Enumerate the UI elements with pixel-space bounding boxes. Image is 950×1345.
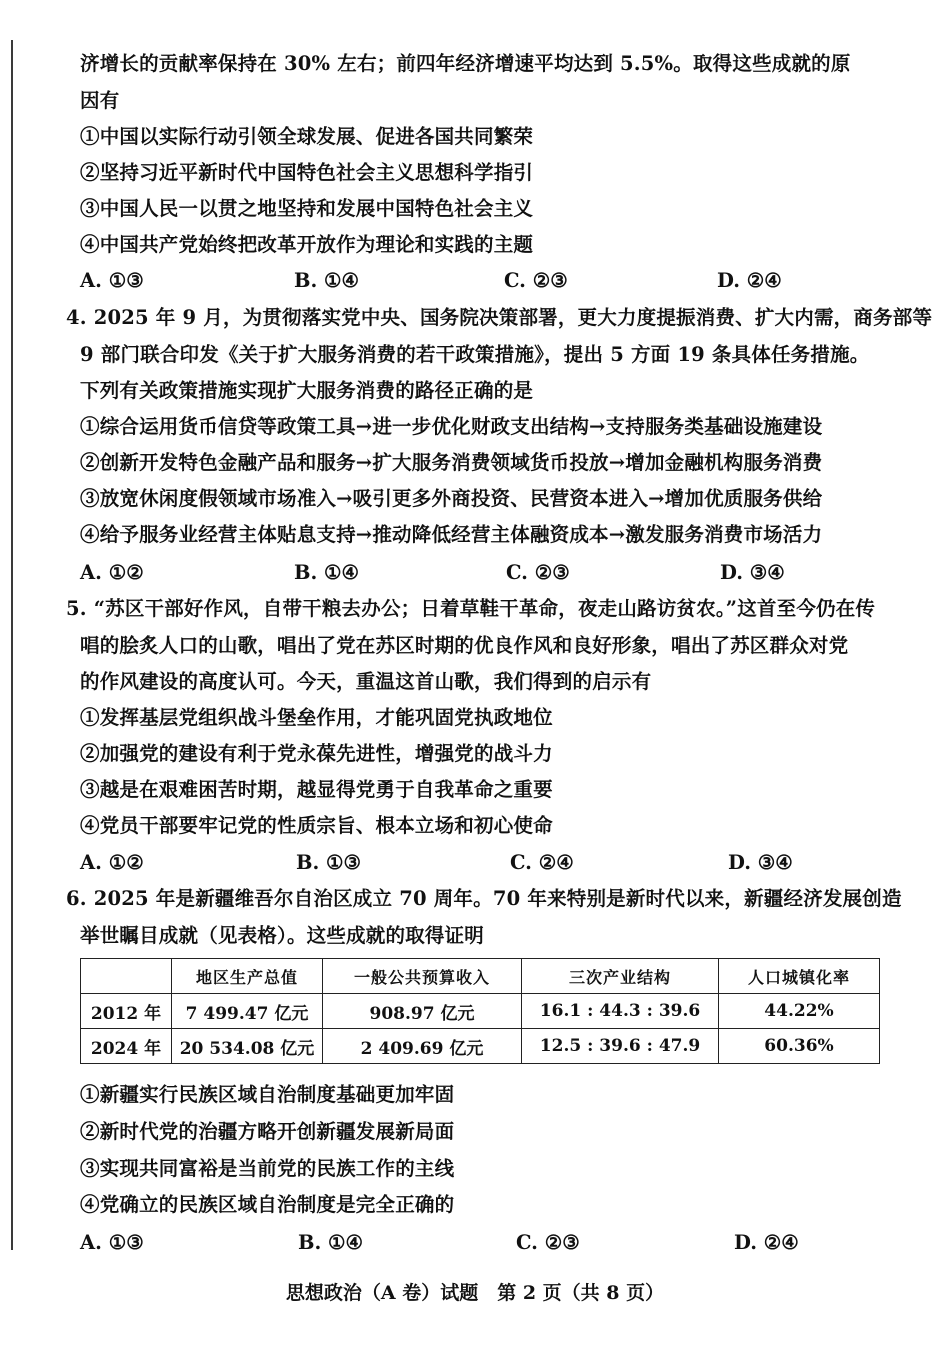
table-cell: 16.1 : 44.3 : 39.6 xyxy=(522,994,719,1029)
q3-statement-4: ④中国共产党始终把改革开放作为理论和实践的主题 xyxy=(80,233,534,256)
q4-statement-2: ②创新开发特色金融产品和服务→扩大服务消费领域货币投放→增加金融机构服务消费 xyxy=(80,451,823,474)
table-header-cell xyxy=(81,959,172,994)
table-header-cell: 三次产业结构 xyxy=(522,959,719,994)
q3-stem-line2: 因有 xyxy=(80,89,120,112)
q4-option-a[interactable]: A. ①② xyxy=(80,561,144,584)
q6-option-d[interactable]: D. ②④ xyxy=(734,1231,799,1254)
table-header-cell: 一般公共预算收入 xyxy=(323,959,522,994)
q3-option-c[interactable]: C. ②③ xyxy=(504,269,568,292)
q3-statement-1: ①中国以实际行动引领全球发展、促进各国共同繁荣 xyxy=(80,125,534,148)
q5-statement-4: ④党员干部要牢记党的性质宗旨、根本立场和初心使命 xyxy=(80,814,553,837)
q5-stem-line2: 唱的脍炙人口的山歌，唱出了党在苏区时期的优良作风和良好形象，唱出了苏区群众对党 xyxy=(80,634,849,657)
q4-option-b[interactable]: B. ①④ xyxy=(294,561,360,584)
table-cell: 908.97 亿元 xyxy=(323,994,522,1029)
q4-option-c[interactable]: C. ②③ xyxy=(506,561,570,584)
q5-option-c[interactable]: C. ②④ xyxy=(510,851,574,874)
q5-option-d[interactable]: D. ③④ xyxy=(728,851,793,874)
table-header-cell: 地区生产总值 xyxy=(172,959,323,994)
table-cell: 44.22% xyxy=(719,994,880,1029)
table-header-cell: 人口城镇化率 xyxy=(719,959,880,994)
q5-statement-2: ②加强党的建设有利于党永葆先进性，增强党的战斗力 xyxy=(80,742,553,765)
table-cell: 2024 年 xyxy=(81,1029,172,1064)
q5-stem-line1: 5. “苏区干部好作风，自带干粮去办公；日着草鞋干革命，夜走山路访贫农。”这首至今仍在传 xyxy=(66,597,876,620)
q6-statement-3: ③实现共同富裕是当前党的民族工作的主线 xyxy=(80,1157,455,1180)
q6-statement-1: ①新疆实行民族区域自治制度基础更加牢固 xyxy=(80,1083,455,1106)
q5-option-a[interactable]: A. ①② xyxy=(80,851,144,874)
q5-stem-line3: 的作风建设的高度认可。今天，重温这首山歌，我们得到的启示有 xyxy=(80,670,652,693)
q4-stem-line1: 4. 2025 年 9 月，为贯彻落实党中央、国务院决策部署，更大力度提振消费、扩大内需，商务部等 xyxy=(66,306,933,329)
xinjiang-data-table xyxy=(80,958,880,1064)
q3-statement-2: ②坚持习近平新时代中国特色社会主义思想科学指引 xyxy=(80,161,534,184)
table-cell: 12.5 : 39.6 : 47.9 xyxy=(522,1029,719,1064)
table-header-row xyxy=(81,959,880,994)
q6-option-a[interactable]: A. ①③ xyxy=(80,1231,144,1254)
q5-statement-1: ①发挥基层党组织战斗堡垒作用，才能巩固党执政地位 xyxy=(80,706,553,729)
q3-statement-3: ③中国人民一以贯之地坚持和发展中国特色社会主义 xyxy=(80,197,534,220)
table-cell: 2012 年 xyxy=(81,994,172,1029)
binding-margin-line xyxy=(11,40,13,1250)
table-cell: 20 534.08 亿元 xyxy=(172,1029,323,1064)
q6-statement-2: ②新时代党的治疆方略开创新疆发展新局面 xyxy=(80,1120,455,1143)
table-cell: 7 499.47 亿元 xyxy=(172,994,323,1029)
q6-option-c[interactable]: C. ②③ xyxy=(516,1231,580,1254)
q6-stem-line1: 6. 2025 年是新疆维吾尔自治区成立 70 周年。70 年来特别是新时代以来，新疆经济发展创造 xyxy=(66,887,902,910)
q3-option-a[interactable]: A. ①③ xyxy=(80,269,144,292)
q4-statement-3: ③放宽休闲度假领域市场准入→吸引更多外商投资、民营资本进入→增加优质服务供给 xyxy=(80,487,823,510)
table-row xyxy=(81,994,880,1029)
q4-stem-line2: 9 部门联合印发《关于扩大服务消费的若干政策措施》，提出 5 方面 19 条具体任务措施。 xyxy=(80,343,870,366)
q4-stem-line3: 下列有关政策措施实现扩大服务消费的路径正确的是 xyxy=(80,379,534,402)
q4-statement-4: ④给予服务业经营主体贴息支持→推动降低经营主体融资成本→激发服务消费市场活力 xyxy=(80,523,823,546)
q4-statement-1: ①综合运用货币信贷等政策工具→进一步优化财政支出结构→支持服务类基础设施建设 xyxy=(80,415,823,438)
q5-option-b[interactable]: B. ①③ xyxy=(296,851,362,874)
q5-statement-3: ③越是在艰难困苦时期，越显得党勇于自我革命之重要 xyxy=(80,778,553,801)
table-cell: 2 409.69 亿元 xyxy=(323,1029,522,1064)
q6-statement-4: ④党确立的民族区域自治制度是完全正确的 xyxy=(80,1193,455,1216)
table-cell: 60.36% xyxy=(719,1029,880,1064)
table-row xyxy=(81,1029,880,1064)
q3-option-d[interactable]: D. ②④ xyxy=(717,269,782,292)
q6-option-b[interactable]: B. ①④ xyxy=(298,1231,364,1254)
q3-option-b[interactable]: B. ①④ xyxy=(294,269,360,292)
q6-stem-line2: 举世瞩目成就（见表格）。这些成就的取得证明 xyxy=(80,924,484,947)
q4-option-d[interactable]: D. ③④ xyxy=(720,561,785,584)
q3-stem-line1: 济增长的贡献率保持在 30% 左右；前四年经济增速平均达到 5.5%。取得这些成就的原 xyxy=(80,52,851,75)
page-footer: 思想政治（A 卷）试题 第 2 页（共 8 页） xyxy=(285,1282,665,1304)
